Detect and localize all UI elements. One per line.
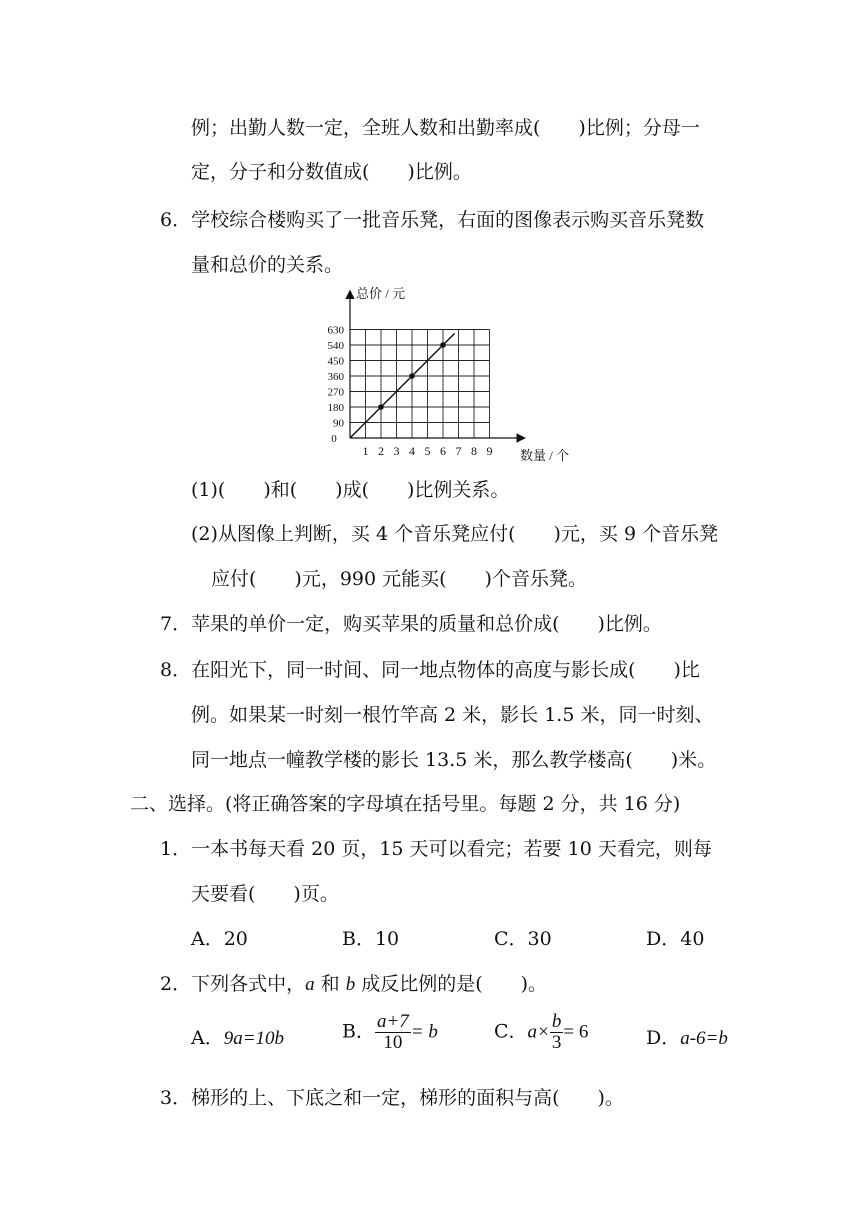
- option-d-expr: a-6=b: [680, 1028, 728, 1049]
- question-8-line-3: 同一地点一幢教学楼的影长 13.5 米，那么教学楼高( )米。: [191, 749, 717, 771]
- choice-1-option-d: D．40: [646, 928, 705, 950]
- choice-1-line-2: 天要看( )页。: [191, 883, 339, 905]
- x-tick-label: 1: [362, 444, 369, 458]
- x-tick-label: 5: [424, 444, 431, 458]
- question-6-sub-2-line-2: 应付( )元，990 元能买( )个音乐凳。: [211, 568, 587, 590]
- y-tick-label: 180: [327, 402, 344, 414]
- option-c-denominator: 3: [551, 1032, 562, 1053]
- choice-2-stem-mid: 和: [314, 973, 346, 995]
- question-6-sub-1: (1)( )和( )成( )比例关系。: [191, 479, 510, 501]
- question-8-line-1: 8．在阳光下，同一时间、同一地点物体的高度与影长成( )比: [160, 659, 700, 681]
- x-axis-label: 数量 / 个: [520, 448, 570, 463]
- choice-2-stem-pre: 2．下列各式中，: [160, 973, 306, 995]
- x-tick-label: 6: [440, 444, 446, 458]
- chart-axes: [350, 292, 524, 438]
- price-quantity-chart: [310, 284, 578, 466]
- option-a-label: A．: [191, 1027, 224, 1049]
- choice-2-option-c: [494, 1012, 588, 1053]
- choice-2-stem: [160, 972, 547, 997]
- y-tick-label: 360: [327, 371, 344, 383]
- x-tick-label: 4: [409, 444, 415, 458]
- variable-a: a: [305, 974, 315, 995]
- variable-b: b: [345, 974, 356, 995]
- question-8-line-2: 例。如果某一时刻一根竹竿高 2 米，影长 1.5 米，同一时刻、: [191, 704, 714, 726]
- x-tick-label: 2: [378, 444, 384, 458]
- choice-2-option-d: [646, 1026, 728, 1051]
- choice-2-option-a: [191, 1026, 284, 1051]
- option-c-rhs: = 6: [563, 1021, 589, 1043]
- y-axis-label: 总价 / 元: [356, 286, 406, 301]
- choice-2-stem-post: 成反比例的是( )。: [355, 973, 548, 995]
- section-2-heading: 二、选择。(将正确答案的字母填在括号里。每题 2 分，共 16 分): [130, 793, 681, 815]
- question-7: 7．苹果的单价一定，购买苹果的质量和总价成( )比例。: [160, 613, 662, 635]
- y-tick-label: 630: [327, 324, 344, 337]
- y-tick-label: 450: [327, 355, 344, 368]
- chart-grid: [350, 330, 490, 439]
- option-c-numerator: b: [551, 1011, 562, 1032]
- choice-1-line-1: 1．一本书每天看 20 页，15 天可以看完；若要 10 天看完，则每: [160, 838, 712, 860]
- text-line-1: 例；出勤人数一定，全班人数和出勤率成( )比例；分母一: [191, 117, 700, 139]
- question-6-sub-2-line-1: (2)从图像上判断，买 4 个音乐凳应付( )元，买 9 个音乐凳: [191, 523, 719, 545]
- option-c-fraction: [550, 1012, 564, 1053]
- x-tick-label: 9: [486, 444, 493, 458]
- choice-1-option-a: A．20: [191, 928, 248, 950]
- choice-3: 3．梯形的上、下底之和一定，梯形的面积与高( )。: [160, 1087, 624, 1109]
- data-point: [409, 373, 415, 379]
- choice-1-option-b: B．10: [342, 928, 400, 950]
- option-b-label: B．: [342, 1020, 375, 1043]
- option-c-pre: a×: [527, 1021, 550, 1043]
- data-point: [378, 404, 384, 410]
- option-c-label: C．: [494, 1020, 528, 1043]
- x-tick-label: 7: [455, 444, 462, 458]
- option-b-denominator: 10: [383, 1032, 403, 1053]
- option-d-label: D．: [646, 1027, 681, 1049]
- option-b-fraction: [375, 1012, 411, 1053]
- choice-2-option-b: [342, 1012, 438, 1053]
- option-b-numerator: a+7: [376, 1011, 409, 1032]
- y-tick-label: 270: [327, 386, 344, 399]
- question-6-line-2: 量和总价的关系。: [191, 254, 344, 276]
- y-tick-label: 540: [327, 340, 344, 352]
- choice-1-option-c: C．30: [494, 928, 552, 950]
- x-tick-label: 3: [393, 444, 400, 458]
- x-tick-label: 8: [471, 444, 477, 458]
- option-b-rhs: = b: [410, 1021, 438, 1043]
- option-a-expr: 9a=10b: [223, 1028, 285, 1049]
- text-line-2: 定，分子和分数值成( )比例。: [191, 161, 472, 183]
- y-tick-label: 90: [333, 417, 344, 430]
- question-6-line-1: 6．学校综合楼购买了一批音乐凳，右面的图像表示购买音乐凳数: [160, 209, 705, 231]
- origin-label: 0: [331, 433, 337, 445]
- data-point: [440, 342, 446, 348]
